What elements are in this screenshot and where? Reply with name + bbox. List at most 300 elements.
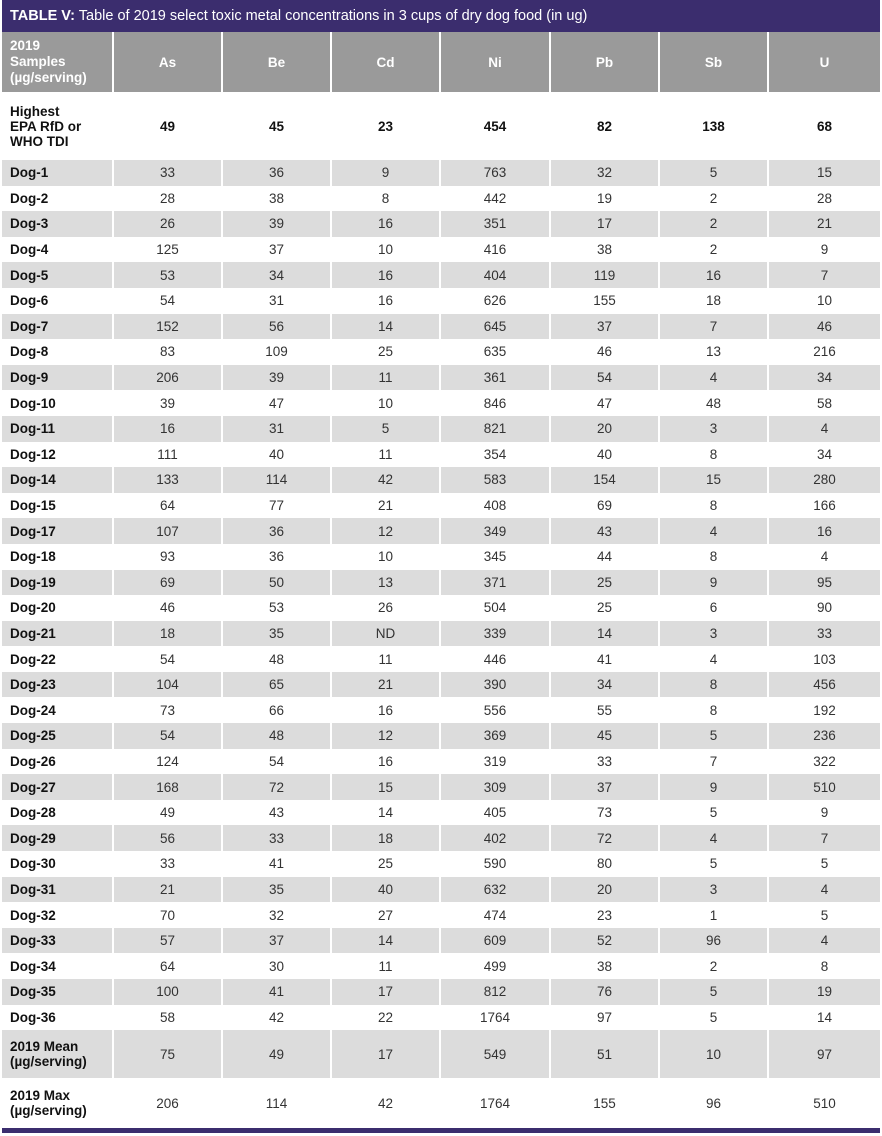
sample-label: Dog-24 bbox=[2, 697, 113, 723]
table-cell: 6 bbox=[659, 595, 768, 621]
table-cell: 16 bbox=[331, 262, 440, 288]
sample-label: Dog-22 bbox=[2, 646, 113, 672]
sample-label: Dog-36 bbox=[2, 1005, 113, 1031]
table-cell: 5 bbox=[659, 723, 768, 749]
table-cell: 119 bbox=[550, 262, 659, 288]
mean-cell: 49 bbox=[222, 1030, 331, 1078]
table-cell: 54 bbox=[113, 288, 222, 314]
table-cell: 37 bbox=[222, 237, 331, 263]
mean-cell: 17 bbox=[331, 1030, 440, 1078]
table-cell: ND bbox=[331, 621, 440, 647]
table-cell: 38 bbox=[550, 237, 659, 263]
table-cell: 15 bbox=[659, 467, 768, 493]
table-row bbox=[2, 825, 880, 851]
table-cell: 53 bbox=[113, 262, 222, 288]
table-cell: 33 bbox=[113, 851, 222, 877]
table-cell: 64 bbox=[113, 493, 222, 519]
reference-cell: 454 bbox=[440, 92, 550, 160]
table-cell: 58 bbox=[113, 1005, 222, 1031]
table-cell: 38 bbox=[222, 186, 331, 212]
table-cell: 19 bbox=[768, 979, 880, 1005]
table-cell: 5 bbox=[659, 979, 768, 1005]
table-cell: 15 bbox=[331, 774, 440, 800]
max-cell: 155 bbox=[550, 1078, 659, 1128]
sample-label: Dog-23 bbox=[2, 672, 113, 698]
table-cell: 408 bbox=[440, 493, 550, 519]
table-cell: 43 bbox=[550, 518, 659, 544]
table-cell: 77 bbox=[222, 493, 331, 519]
table-cell: 28 bbox=[768, 186, 880, 212]
table-cell: 32 bbox=[550, 160, 659, 186]
mean-label bbox=[2, 1030, 113, 1078]
table-cell: 93 bbox=[113, 544, 222, 570]
table-cell: 645 bbox=[440, 314, 550, 340]
table-cell: 5 bbox=[659, 160, 768, 186]
max-label-line2: (µg/serving) bbox=[10, 1103, 87, 1119]
sample-label: Dog-5 bbox=[2, 262, 113, 288]
mean-cell: 10 bbox=[659, 1030, 768, 1078]
reference-row bbox=[2, 92, 880, 160]
table-cell: 404 bbox=[440, 262, 550, 288]
table-cell: 7 bbox=[768, 262, 880, 288]
reference-label-line1: Highest bbox=[10, 103, 60, 119]
sample-label: Dog-11 bbox=[2, 416, 113, 442]
table-cell: 39 bbox=[113, 390, 222, 416]
table-cell: 46 bbox=[113, 595, 222, 621]
table-cell: 236 bbox=[768, 723, 880, 749]
header-samples bbox=[2, 32, 113, 92]
table-cell: 18 bbox=[659, 288, 768, 314]
table-cell: 54 bbox=[113, 646, 222, 672]
table-cell: 12 bbox=[331, 723, 440, 749]
table-cell: 31 bbox=[222, 288, 331, 314]
table-cell: 9 bbox=[659, 774, 768, 800]
reference-cell: 138 bbox=[659, 92, 768, 160]
table-container bbox=[2, 0, 880, 1133]
bottom-rule bbox=[2, 1128, 880, 1133]
table-cell: 3 bbox=[659, 621, 768, 647]
table-cell: 442 bbox=[440, 186, 550, 212]
table-cell: 626 bbox=[440, 288, 550, 314]
header-samples-line1: 2019 bbox=[10, 38, 41, 53]
table-row bbox=[2, 672, 880, 698]
sample-label: Dog-34 bbox=[2, 953, 113, 979]
table-cell: 1 bbox=[659, 902, 768, 928]
table-cell: 18 bbox=[331, 825, 440, 851]
table-cell: 609 bbox=[440, 928, 550, 954]
table-cell: 76 bbox=[550, 979, 659, 1005]
reference-label-line2: EPA RfD or bbox=[10, 118, 82, 134]
sample-label: Dog-17 bbox=[2, 518, 113, 544]
metal-concentration-table bbox=[2, 32, 880, 1128]
table-cell: 8 bbox=[768, 953, 880, 979]
table-row bbox=[2, 953, 880, 979]
table-cell: 23 bbox=[550, 902, 659, 928]
table-cell: 26 bbox=[331, 595, 440, 621]
table-cell: 4 bbox=[659, 646, 768, 672]
sample-label: Dog-6 bbox=[2, 288, 113, 314]
table-cell: 821 bbox=[440, 416, 550, 442]
table-cell: 41 bbox=[222, 851, 331, 877]
table-cell: 104 bbox=[113, 672, 222, 698]
table-cell: 28 bbox=[113, 186, 222, 212]
table-cell: 11 bbox=[331, 953, 440, 979]
table-cell: 5 bbox=[768, 851, 880, 877]
table-cell: 339 bbox=[440, 621, 550, 647]
table-cell: 17 bbox=[331, 979, 440, 1005]
sample-label: Dog-12 bbox=[2, 442, 113, 468]
table-cell: 4 bbox=[768, 544, 880, 570]
reference-cell: 45 bbox=[222, 92, 331, 160]
table-cell: 32 bbox=[222, 902, 331, 928]
reference-cell: 68 bbox=[768, 92, 880, 160]
table-cell: 14 bbox=[768, 1005, 880, 1031]
table-cell: 53 bbox=[222, 595, 331, 621]
table-cell: 405 bbox=[440, 800, 550, 826]
table-cell: 16 bbox=[331, 288, 440, 314]
table-cell: 14 bbox=[331, 314, 440, 340]
table-cell: 361 bbox=[440, 365, 550, 391]
max-cell: 510 bbox=[768, 1078, 880, 1128]
table-cell: 2 bbox=[659, 953, 768, 979]
table-cell: 369 bbox=[440, 723, 550, 749]
table-cell: 345 bbox=[440, 544, 550, 570]
sample-label: Dog-30 bbox=[2, 851, 113, 877]
table-cell: 456 bbox=[768, 672, 880, 698]
table-cell: 73 bbox=[550, 800, 659, 826]
max-cell: 96 bbox=[659, 1078, 768, 1128]
table-cell: 46 bbox=[550, 339, 659, 365]
sample-label: Dog-15 bbox=[2, 493, 113, 519]
table-cell: 20 bbox=[550, 416, 659, 442]
table-cell: 70 bbox=[113, 902, 222, 928]
table-cell: 107 bbox=[113, 518, 222, 544]
header-samples-line3: (µg/serving) bbox=[10, 70, 87, 85]
table-cell: 15 bbox=[768, 160, 880, 186]
table-cell: 8 bbox=[659, 493, 768, 519]
max-cell: 206 bbox=[113, 1078, 222, 1128]
table-cell: 319 bbox=[440, 749, 550, 775]
sample-label: Dog-29 bbox=[2, 825, 113, 851]
table-cell: 90 bbox=[768, 595, 880, 621]
table-cell: 14 bbox=[331, 800, 440, 826]
table-row bbox=[2, 979, 880, 1005]
table-cell: 36 bbox=[222, 518, 331, 544]
mean-cell: 549 bbox=[440, 1030, 550, 1078]
table-row bbox=[2, 928, 880, 954]
table-cell: 8 bbox=[331, 186, 440, 212]
table-row bbox=[2, 288, 880, 314]
sample-label: Dog-35 bbox=[2, 979, 113, 1005]
table-cell: 16 bbox=[331, 697, 440, 723]
table-cell: 322 bbox=[768, 749, 880, 775]
sample-label: Dog-8 bbox=[2, 339, 113, 365]
table-cell: 25 bbox=[550, 570, 659, 596]
table-cell: 10 bbox=[331, 544, 440, 570]
sample-label: Dog-9 bbox=[2, 365, 113, 391]
reference-cell: 82 bbox=[550, 92, 659, 160]
table-cell: 73 bbox=[113, 697, 222, 723]
table-row bbox=[2, 442, 880, 468]
table-cell: 4 bbox=[768, 416, 880, 442]
table-cell: 41 bbox=[550, 646, 659, 672]
table-cell: 4 bbox=[659, 365, 768, 391]
table-cell: 16 bbox=[659, 262, 768, 288]
table-cell: 4 bbox=[768, 928, 880, 954]
table-cell: 13 bbox=[331, 570, 440, 596]
table-cell: 39 bbox=[222, 211, 331, 237]
sample-label: Dog-21 bbox=[2, 621, 113, 647]
table-cell: 9 bbox=[768, 800, 880, 826]
table-cell: 635 bbox=[440, 339, 550, 365]
table-cell: 8 bbox=[659, 544, 768, 570]
table-cell: 4 bbox=[659, 825, 768, 851]
table-row bbox=[2, 902, 880, 928]
max-cell: 114 bbox=[222, 1078, 331, 1128]
table-cell: 96 bbox=[659, 928, 768, 954]
header-pb: Pb bbox=[550, 32, 659, 92]
table-cell: 41 bbox=[222, 979, 331, 1005]
table-cell: 25 bbox=[331, 851, 440, 877]
table-row bbox=[2, 390, 880, 416]
table-cell: 351 bbox=[440, 211, 550, 237]
table-cell: 54 bbox=[550, 365, 659, 391]
header-sb: Sb bbox=[659, 32, 768, 92]
table-cell: 8 bbox=[659, 672, 768, 698]
table-cell: 30 bbox=[222, 953, 331, 979]
table-cell: 124 bbox=[113, 749, 222, 775]
table-cell: 52 bbox=[550, 928, 659, 954]
table-row bbox=[2, 160, 880, 186]
table-cell: 40 bbox=[550, 442, 659, 468]
table-row bbox=[2, 851, 880, 877]
table-row bbox=[2, 595, 880, 621]
reference-cell: 49 bbox=[113, 92, 222, 160]
mean-label-line1: 2019 Mean bbox=[10, 1039, 79, 1055]
max-cell: 1764 bbox=[440, 1078, 550, 1128]
table-cell: 11 bbox=[331, 646, 440, 672]
table-cell: 34 bbox=[768, 365, 880, 391]
table-cell: 33 bbox=[550, 749, 659, 775]
mean-cell: 51 bbox=[550, 1030, 659, 1078]
table-caption bbox=[2, 0, 880, 32]
table-cell: 37 bbox=[550, 314, 659, 340]
table-row bbox=[2, 416, 880, 442]
table-cell: 309 bbox=[440, 774, 550, 800]
table-cell: 504 bbox=[440, 595, 550, 621]
table-cell: 95 bbox=[768, 570, 880, 596]
table-cell: 42 bbox=[222, 1005, 331, 1031]
table-row bbox=[2, 339, 880, 365]
table-cell: 556 bbox=[440, 697, 550, 723]
sample-label: Dog-19 bbox=[2, 570, 113, 596]
table-cell: 133 bbox=[113, 467, 222, 493]
table-row bbox=[2, 262, 880, 288]
table-cell: 9 bbox=[768, 237, 880, 263]
sample-label: Dog-28 bbox=[2, 800, 113, 826]
table-cell: 20 bbox=[550, 877, 659, 903]
table-cell: 40 bbox=[222, 442, 331, 468]
sample-label: Dog-10 bbox=[2, 390, 113, 416]
table-cell: 216 bbox=[768, 339, 880, 365]
table-cell: 72 bbox=[222, 774, 331, 800]
max-row bbox=[2, 1078, 880, 1128]
table-cell: 31 bbox=[222, 416, 331, 442]
mean-cell: 75 bbox=[113, 1030, 222, 1078]
table-cell: 416 bbox=[440, 237, 550, 263]
table-row bbox=[2, 467, 880, 493]
table-cell: 8 bbox=[659, 442, 768, 468]
sample-label: Dog-7 bbox=[2, 314, 113, 340]
table-cell: 390 bbox=[440, 672, 550, 698]
table-row bbox=[2, 877, 880, 903]
table-cell: 80 bbox=[550, 851, 659, 877]
table-cell: 34 bbox=[550, 672, 659, 698]
max-label-line1: 2019 Max bbox=[10, 1088, 71, 1104]
table-cell: 35 bbox=[222, 621, 331, 647]
table-cell: 371 bbox=[440, 570, 550, 596]
table-cell: 10 bbox=[331, 237, 440, 263]
table-cell: 34 bbox=[768, 442, 880, 468]
table-row bbox=[2, 749, 880, 775]
table-row bbox=[2, 211, 880, 237]
table-cell: 42 bbox=[331, 467, 440, 493]
mean-cell: 97 bbox=[768, 1030, 880, 1078]
table-cell: 499 bbox=[440, 953, 550, 979]
table-cell: 103 bbox=[768, 646, 880, 672]
table-cell: 25 bbox=[550, 595, 659, 621]
table-cell: 44 bbox=[550, 544, 659, 570]
table-caption-prefix: TABLE V: bbox=[10, 8, 75, 24]
table-cell: 65 bbox=[222, 672, 331, 698]
table-cell: 349 bbox=[440, 518, 550, 544]
table-cell: 846 bbox=[440, 390, 550, 416]
table-cell: 54 bbox=[222, 749, 331, 775]
table-cell: 8 bbox=[659, 697, 768, 723]
table-row bbox=[2, 314, 880, 340]
sample-label: Dog-18 bbox=[2, 544, 113, 570]
table-cell: 35 bbox=[222, 877, 331, 903]
header-cd: Cd bbox=[331, 32, 440, 92]
table-cell: 36 bbox=[222, 160, 331, 186]
sample-label: Dog-32 bbox=[2, 902, 113, 928]
table-cell: 100 bbox=[113, 979, 222, 1005]
table-cell: 192 bbox=[768, 697, 880, 723]
table-caption-text: Table of 2019 select toxic metal concentrations in 3 cups of dry dog food (in ug) bbox=[74, 8, 588, 24]
table-cell: 9 bbox=[659, 570, 768, 596]
table-cell: 812 bbox=[440, 979, 550, 1005]
table-cell: 4 bbox=[659, 518, 768, 544]
table-cell: 166 bbox=[768, 493, 880, 519]
table-cell: 632 bbox=[440, 877, 550, 903]
table-cell: 54 bbox=[113, 723, 222, 749]
table-cell: 3 bbox=[659, 877, 768, 903]
table-cell: 16 bbox=[113, 416, 222, 442]
reference-label bbox=[2, 92, 113, 160]
table-row bbox=[2, 544, 880, 570]
table-cell: 40 bbox=[331, 877, 440, 903]
table-cell: 11 bbox=[331, 442, 440, 468]
table-cell: 66 bbox=[222, 697, 331, 723]
table-row bbox=[2, 186, 880, 212]
table-cell: 2 bbox=[659, 237, 768, 263]
table-cell: 57 bbox=[113, 928, 222, 954]
table-row bbox=[2, 237, 880, 263]
table-cell: 7 bbox=[768, 825, 880, 851]
header-be: Be bbox=[222, 32, 331, 92]
table-cell: 38 bbox=[550, 953, 659, 979]
table-cell: 37 bbox=[550, 774, 659, 800]
table-cell: 47 bbox=[222, 390, 331, 416]
table-cell: 50 bbox=[222, 570, 331, 596]
reference-label-line3: WHO TDI bbox=[10, 133, 69, 149]
table-row bbox=[2, 723, 880, 749]
table-cell: 3 bbox=[659, 416, 768, 442]
table-cell: 16 bbox=[331, 211, 440, 237]
table-cell: 7 bbox=[659, 749, 768, 775]
table-cell: 402 bbox=[440, 825, 550, 851]
table-row bbox=[2, 365, 880, 391]
table-cell: 16 bbox=[768, 518, 880, 544]
sample-label: Dog-33 bbox=[2, 928, 113, 954]
table-cell: 474 bbox=[440, 902, 550, 928]
table-cell: 111 bbox=[113, 442, 222, 468]
table-cell: 21 bbox=[113, 877, 222, 903]
table-row bbox=[2, 774, 880, 800]
sample-label: Dog-25 bbox=[2, 723, 113, 749]
table-cell: 58 bbox=[768, 390, 880, 416]
table-cell: 125 bbox=[113, 237, 222, 263]
table-cell: 56 bbox=[113, 825, 222, 851]
header-ni: Ni bbox=[440, 32, 550, 92]
table-cell: 48 bbox=[222, 646, 331, 672]
sample-label: Dog-1 bbox=[2, 160, 113, 186]
table-cell: 33 bbox=[768, 621, 880, 647]
sample-label: Dog-27 bbox=[2, 774, 113, 800]
table-cell: 280 bbox=[768, 467, 880, 493]
table-cell: 37 bbox=[222, 928, 331, 954]
table-cell: 590 bbox=[440, 851, 550, 877]
table-cell: 114 bbox=[222, 467, 331, 493]
table-cell: 109 bbox=[222, 339, 331, 365]
table-cell: 21 bbox=[331, 672, 440, 698]
table-cell: 2 bbox=[659, 186, 768, 212]
table-cell: 763 bbox=[440, 160, 550, 186]
table-cell: 154 bbox=[550, 467, 659, 493]
table-cell: 168 bbox=[113, 774, 222, 800]
header-samples-line2: Samples bbox=[10, 54, 66, 69]
table-cell: 354 bbox=[440, 442, 550, 468]
table-cell: 14 bbox=[331, 928, 440, 954]
table-cell: 155 bbox=[550, 288, 659, 314]
table-cell: 36 bbox=[222, 544, 331, 570]
table-cell: 21 bbox=[768, 211, 880, 237]
table-cell: 5 bbox=[659, 851, 768, 877]
table-row bbox=[2, 800, 880, 826]
table-cell: 27 bbox=[331, 902, 440, 928]
table-cell: 33 bbox=[113, 160, 222, 186]
table-cell: 69 bbox=[550, 493, 659, 519]
table-row bbox=[2, 621, 880, 647]
table-cell: 10 bbox=[768, 288, 880, 314]
table-cell: 56 bbox=[222, 314, 331, 340]
sample-label: Dog-20 bbox=[2, 595, 113, 621]
table-cell: 510 bbox=[768, 774, 880, 800]
table-row bbox=[2, 646, 880, 672]
table-cell: 5 bbox=[659, 800, 768, 826]
table-cell: 14 bbox=[550, 621, 659, 647]
table-row bbox=[2, 570, 880, 596]
